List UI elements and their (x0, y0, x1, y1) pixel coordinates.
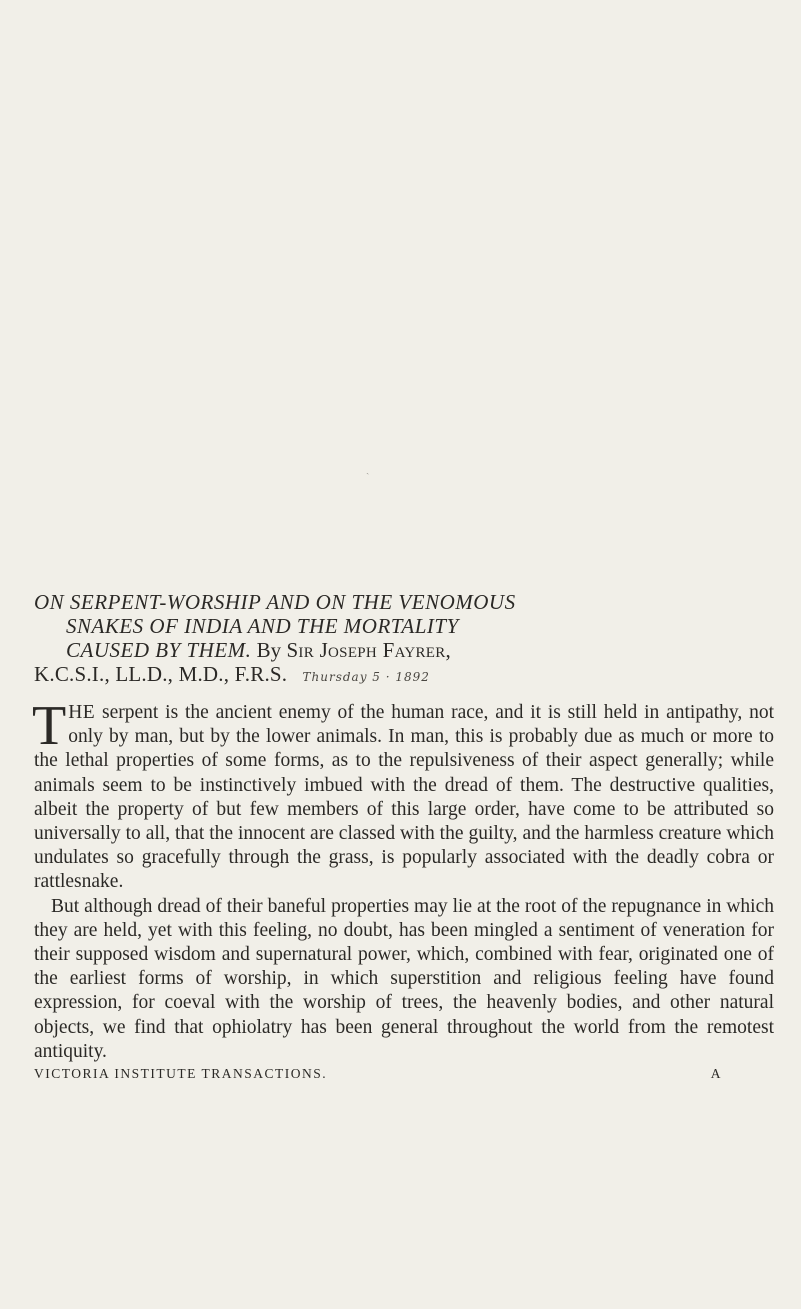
speck-mark: ˎ (366, 464, 370, 475)
drop-cap: T (32, 695, 67, 757)
handwritten-note: Thursday 5 · 1892 (302, 670, 430, 684)
title-line-2 (34, 614, 774, 638)
paragraph-1-text: serpent is the ancient enemy of the human race, and it is still held in antipathy, not only by man, but by the lower animals. In man, this is probably due as much or more to the lethal properties of some forms, as to the repulsiveness of their aspect generally; while animals seem to be instinctively imbued with the dread of them. The destructive qualities, albeit the property of but few members of this large order, have come to be attributed so universally to all, that the innocent are classed with the guilty, and the harmless creature which undulates so gracefully through the grass, is popularly associated with the deadly cobra or rattlesnake. (34, 702, 774, 893)
page-footer (34, 1066, 774, 1082)
title-text: CAUSED BY THEM. (66, 638, 252, 662)
title-text: SNAKES OF INDIA AND THE MORTALITY (66, 614, 459, 638)
title-line-3 (34, 638, 774, 662)
paragraph-1 (32, 695, 774, 895)
paragraph-2: But although dread of their baneful properties may lie at the root of the repugnance in which they are held, yet with this feeling, no doubt, has been mingled a sentiment of veneration for their supposed wisdom and supernatural power, which, combined with fear, originated one of the earliest forms of worship, in which superstition and religious feeling have found expression, for coeval with the worship of trees, the heavenly bodies, and other natural objects, we find that ophiolatry has been general throughout the world from the remotest antiquity. (34, 895, 774, 1062)
author-honours: K.C.S.I., LL.D., M.D., F.R.S. (34, 662, 288, 686)
author-name: Sir Joseph Fayrer, (286, 638, 452, 662)
footer-journal: VICTORIA INSTITUTE TRANSACTIONS. (34, 1066, 328, 1082)
title-line-1 (34, 590, 774, 614)
article (34, 590, 774, 1082)
title-text: ON SERPENT-WORSHIP AND ON THE VENOMOUS (34, 590, 516, 614)
article-body (32, 695, 774, 1064)
title-line-4 (34, 662, 774, 689)
signature-mark: A (710, 1066, 722, 1082)
byline-by: By (256, 638, 282, 662)
first-word-rest: HE (68, 702, 96, 723)
article-title-block (34, 590, 774, 689)
